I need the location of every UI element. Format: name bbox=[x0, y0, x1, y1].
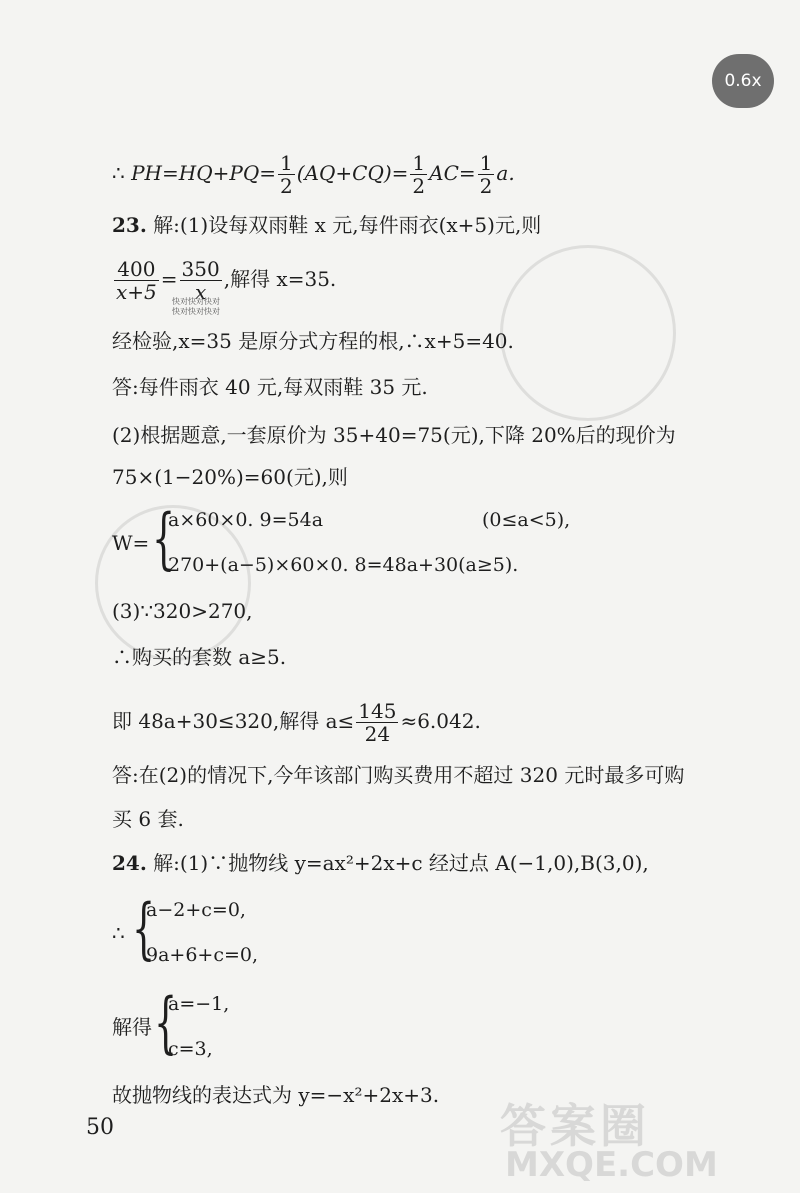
part2-line: 75×(1−20%)=60(元),则 bbox=[112, 465, 348, 489]
question-24-heading: 24. 解:(1)∵抛物线 y=ax²+2x+c 经过点 A(−1,0),B(3,0), bbox=[112, 851, 649, 875]
case-condition: (0≤a<5), bbox=[482, 509, 571, 531]
part3-line: 即 48a+30≤320,解得 a≤ $\frac{145}{24}$ ≈6.042. bbox=[112, 699, 481, 746]
check-line: 经检验,x=35 是原分式方程的根,∴x+5=40. bbox=[112, 329, 514, 353]
part2-line: (2)根据题意,一套原价为 35+40=75(元),下降 20%后的现价为 bbox=[112, 423, 676, 447]
system-line: a−2+c=0, bbox=[146, 899, 246, 921]
system-line: 9a+6+c=0, bbox=[146, 944, 259, 966]
system-prefix: ∴ bbox=[112, 921, 125, 945]
fraction: $\frac{1}{2}$ bbox=[280, 151, 293, 198]
final-answer-line: 故抛物线的表达式为 y=−x²+2x+3. bbox=[112, 1083, 440, 1107]
site-watermark: 答案圈 bbox=[500, 1099, 650, 1153]
system-line: c=3, bbox=[168, 1038, 213, 1060]
page-number: 50 bbox=[86, 1115, 114, 1140]
fraction: $\frac{1}{2}$ bbox=[412, 151, 426, 198]
part3-line: (3)∵320>270, bbox=[112, 599, 253, 623]
site-watermark-url: MXQE.COM bbox=[505, 1145, 718, 1185]
stamp-watermark bbox=[500, 245, 676, 421]
answer-line: 答:在(2)的情况下,今年该部门购买费用不超过 320 元时最多可购 bbox=[112, 763, 685, 787]
tiny-watermark: 快对快对快对 快对快对快对 bbox=[172, 297, 220, 316]
case-line: 270+(a−5)×60×0. 8=48a+30(a≥5). bbox=[168, 554, 519, 576]
answer-line: 答:每件雨衣 40 元,每双雨鞋 35 元. bbox=[112, 375, 428, 399]
left-brace: { bbox=[152, 500, 176, 577]
piecewise-label: W= bbox=[112, 531, 150, 555]
fraction: $\frac{145}{24}$ bbox=[358, 699, 397, 746]
fraction: $\frac{1}{2}$ bbox=[479, 151, 493, 198]
left-brace: { bbox=[132, 890, 156, 967]
left-brace: { bbox=[154, 984, 178, 1061]
question-23-heading: 23. 解:(1)设每双雨鞋 x 元,每件雨衣(x+5)元,则 bbox=[112, 213, 542, 237]
equation-line: $\frac{400}{x+5}$ = $\frac{350}{x}$ ,解得 x=35. bbox=[116, 257, 337, 304]
answer-line: 买 6 套. bbox=[112, 807, 184, 831]
playback-speed-button[interactable]: 0.6x bbox=[712, 54, 774, 108]
part3-line: ∴购买的套数 a≥5. bbox=[112, 645, 287, 669]
proof-line: ∴ PH=HQ+PQ= $\frac{1}{2}$ (AQ+CQ)= $\frac{1}{2}$ AC= $\frac{1}{2}$ a. bbox=[112, 151, 515, 198]
fraction: $\frac{350}{x}$ bbox=[181, 257, 220, 304]
system-prefix: 解得 bbox=[112, 1015, 152, 1039]
case-line: a×60×0. 9=54a bbox=[168, 509, 324, 531]
fraction: $\frac{400}{x+5}$ bbox=[116, 257, 157, 304]
system-line: a=−1, bbox=[168, 993, 230, 1015]
